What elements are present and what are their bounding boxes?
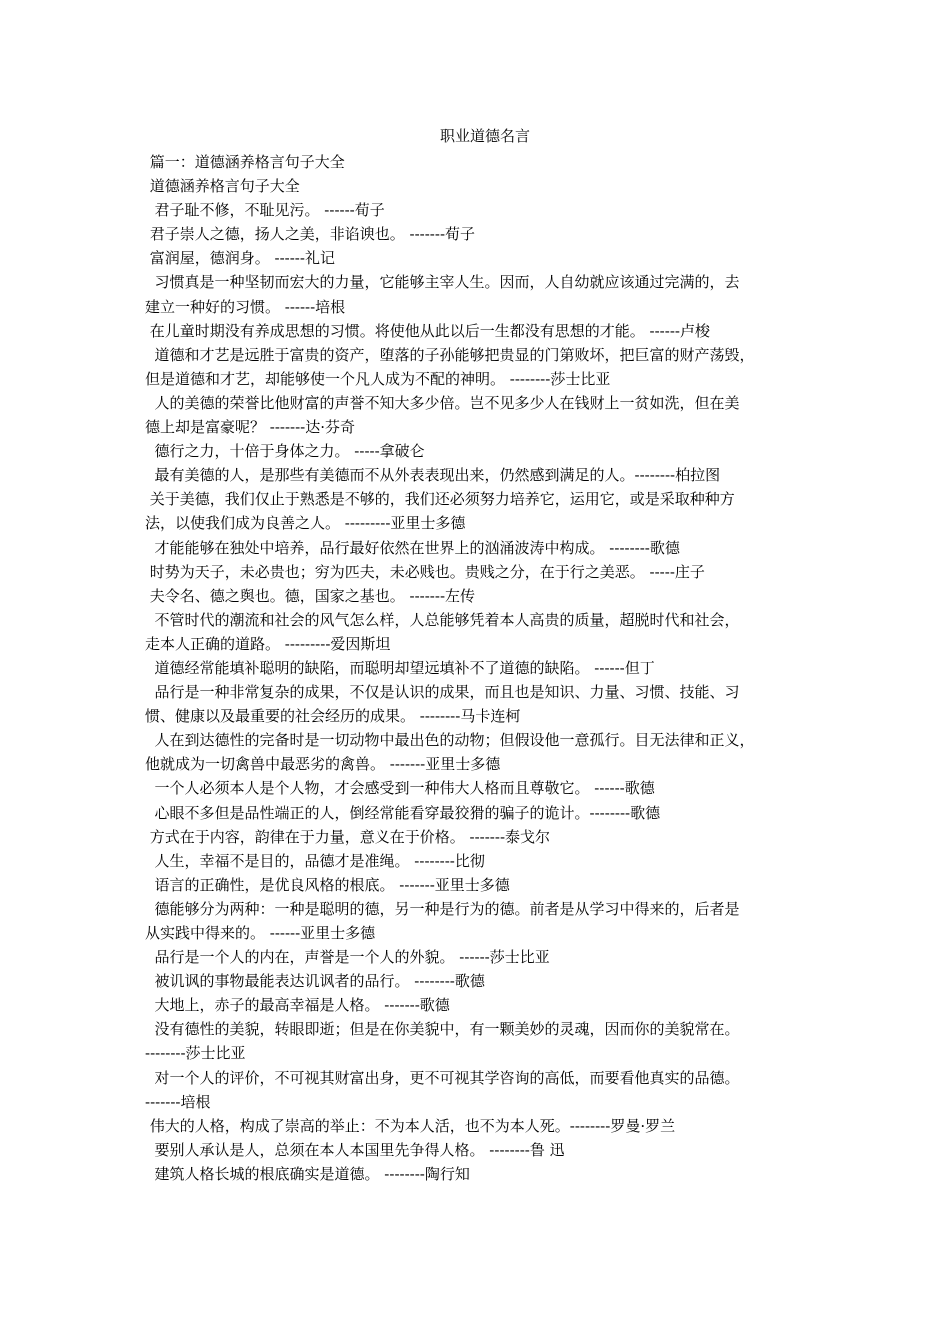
text-line: 但是道德和才艺，却能够使一个凡人成为不配的神明。 --------莎士比亚 [145, 369, 611, 388]
text-line: 建筑人格长城的根底确实是道德。 --------陶行知 [145, 1164, 470, 1183]
document-body [145, 124, 825, 1186]
text-line: 从实践中得来的。 ------亚里士多德 [145, 924, 376, 942]
text-line: 德能够分为两种：一种是聪明的德，另一种是行为的德。前者是从学习中得来的，后者是 [145, 899, 740, 918]
text-line: 德上却是富豪呢？ -------达·芬奇 [145, 418, 356, 437]
text-line: 要别人承认是人，总须在本人本国里先争得人格。 --------鲁 迅 [145, 1140, 565, 1159]
text-line: 方式在于内容，韵律在于力量，意义在于价格。 -------泰戈尔 [145, 827, 551, 846]
text-line: 最有美德的人，是那些有美德而不从外表表现出来，仍然感到满足的人。--------柏拉图 [145, 466, 721, 485]
text-line: 德行之力，十倍于身体之力。 -----拿破仑 [145, 442, 425, 461]
text-line: 心眼不多但是品性端正的人，倒经常能看穿最狡猾的骗子的诡计。--------歌德 [145, 803, 661, 822]
text-line: 时势为天子，未必贵也；穷为匹夫，未必贱也。贵贱之分，在于行之美恶。 -----庄子 [145, 562, 705, 581]
text-line: 对一个人的评价，不可视其财富出身，更不可视其学咨询的高低，而要看他真实的品德。 [145, 1068, 740, 1087]
text-line: 人的美德的荣誉比他财富的声誉不知大多少倍。岂不见多少人在钱财上一贫如洗，但在美 [145, 393, 740, 412]
text-line: 道德经常能填补聪明的缺陷，而聪明却望远填补不了道德的缺陷。 ------但丁 [145, 658, 655, 677]
text-line: 道德和才艺是远胜于富贵的资产，堕落的子孙能够把贵显的门第败坏，把巨富的财产荡毁， [145, 345, 755, 364]
text-line: 大地上，赤子的最高幸福是人格。 -------歌德 [145, 996, 450, 1015]
text-line: 法，以使我们成为良善之人。 ---------亚里士多德 [145, 514, 466, 533]
text-line: 道德涵养格言句子大全 [145, 177, 300, 196]
quote-list [145, 150, 825, 1186]
text-line: 被讥讽的事物最能表达讥讽者的品行。 --------歌德 [145, 972, 485, 991]
text-line: -------培根 [145, 1092, 211, 1111]
text-line: 富润屋，德润身。 ------礼记 [145, 249, 335, 268]
text-line: 伟大的人格，构成了崇高的举止：不为本人活，也不为本人死。--------罗曼·罗兰 [145, 1116, 676, 1135]
text-line: --------莎士比亚 [145, 1044, 246, 1063]
text-line: 他就成为一切禽兽中最恶劣的禽兽。 -------亚里士多德 [145, 755, 501, 774]
text-line: 一个人必须本人是个人物，才会感受到一种伟大人格而且尊敬它。 ------歌德 [145, 779, 655, 798]
text-line: 走本人正确的道路。 ---------爱因斯坦 [145, 634, 391, 653]
text-line: 建立一种好的习惯。 ------培根 [145, 297, 346, 316]
document-title: 职业道德名言 [439, 127, 530, 145]
text-line: 品行是一种非常复杂的成果，不仅是认识的成果，而且也是知识、力量、习惯、技能、习 [145, 683, 740, 702]
text-line: 没有德性的美貌，转眼即逝；但是在你美貌中，有一颗美妙的灵魂，因而你的美貌常在。 [145, 1020, 740, 1039]
text-line: 才能能够在独处中培养，品行最好依然在世界上的汹涌波涛中构成。 --------歌德 [145, 538, 680, 557]
text-line: 在儿童时期没有养成思想的习惯。将使他从此以后一生都没有思想的才能。 ------卢梭 [145, 321, 710, 340]
text-line: 君子崇人之德，扬人之美，非谄谀也。 -------荀子 [145, 225, 476, 244]
text-line: 语言的正确性，是优良风格的根底。 -------亚里士多德 [145, 875, 510, 894]
text-line: 人生，幸福不是目的，品德才是准绳。 --------比彻 [145, 851, 485, 870]
text-line: 关于美德，我们仅止于熟悉是不够的，我们还必须努力培养它，运用它，或是采取种种方 [145, 490, 735, 509]
text-line: 不管时代的潮流和社会的风气怎么样，人总能够凭着本人高贵的质量，超脱时代和社会， [145, 610, 740, 629]
text-line: 夫令名、德之舆也。德，国家之基也。 -------左传 [145, 586, 476, 605]
text-line: 篇一：道德涵养格言句子大全 [145, 153, 345, 171]
text-line: 君子耻不修，不耻见污。 ------荀子 [145, 201, 385, 220]
text-line: 人在到达德性的完备时是一切动物中最出色的动物；但假设他一意孤行。目无法律和正义， [145, 731, 755, 750]
text-line: 品行是一个人的内在，声誉是一个人的外貌。 ------莎士比亚 [145, 948, 550, 967]
text-line: 习惯真是一种坚韧而宏大的力量，它能够主宰人生。因而，人自幼就应该通过完满的，去 [145, 273, 740, 292]
text-line: 惯、健康以及最重要的社会经历的成果。 --------马卡连柯 [145, 707, 521, 726]
